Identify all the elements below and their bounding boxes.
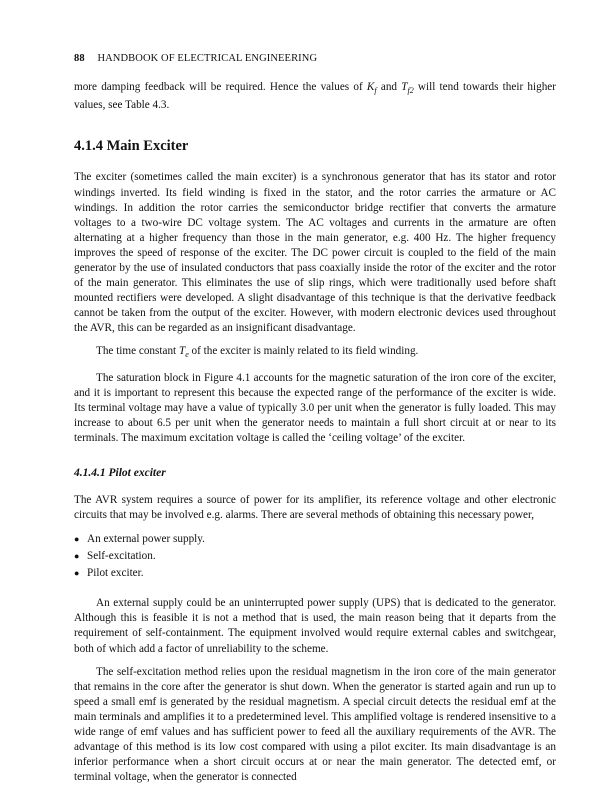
var-t-sub: f2 <box>407 86 414 96</box>
var-te: T <box>178 345 186 358</box>
intro-text-a: more damping feedback will be required. Hence the values of <box>74 81 367 93</box>
methods-list <box>74 531 556 581</box>
running-title: HANDBOOK OF ELECTRICAL ENGINEERING <box>97 53 318 64</box>
main-exciter-paragraph-3: The saturation block in Figure 4.1 accounts for the magnetic saturation of the iron core of the exciter, and it is important to represent this because the expected range of the performance of the exciter is wide. Its terminal voltage may have a value of typically 3.0 per unit when the generator is fully loaded. This may increase to about 6.5 per unit when the generator needs to maintain a full short circuit at or near to its terminals. The maximum excitation voltage is called the ‘ceiling voltage’ of the exciter. <box>74 371 556 445</box>
list-item <box>74 548 556 565</box>
para2-text-a: The time constant <box>96 345 179 358</box>
para2-text-b: of the exciter is mainly related to its field winding. <box>188 345 419 358</box>
main-exciter-paragraph-1: The exciter (sometimes called the main exciter) is a synchronous generator that has its stator and rotor windings inverted. Its field winding is fixed in the stator, and the rotor carries the armature or AC windings. In addition the rotor carries the semiconductor bridge rectifier that converts the armature voltages to a two-wire DC voltage system. The AC voltages and currents in the armature are often alternating at a higher frequency than those in the main generator, e.g. 400 Hz. The higher frequency improves the speed of response of the exciter. The DC power circuit is coupled to the field of the main generator by the use of insulated conductors that pass coaxially inside the rotor of the exciter and the rotor of the main generator. This eliminates the use of slip rings, which were traditionally used before shaft mounted rectifiers were developed. A slight disadvantage of this technique is that the derivative feedback cannot be taken from the output of the exciter. However, with modern electronic devices used throughout the AVR, this can be regarded as an insignificant disadvantage. <box>74 171 556 335</box>
bullet-icon: ● <box>74 551 80 562</box>
list-item-text: An external power supply. <box>87 533 205 546</box>
var-k: K <box>366 81 375 93</box>
list-item-text: Self-excitation. <box>87 550 156 563</box>
var-t: T <box>401 81 408 93</box>
var-k-sub: f <box>374 86 377 96</box>
list-item-text: Pilot exciter. <box>87 566 144 579</box>
list-item <box>74 531 556 548</box>
main-exciter-paragraph-2 <box>74 344 556 362</box>
pilot-exciter-paragraph-1: The AVR system requires a source of power for its amplifier, its reference voltage and other electronic circuits that may be involved e.g. alarms. There are several methods of obtaining this necessary power, <box>74 494 556 522</box>
intro-paragraph <box>74 80 556 113</box>
intro-text-b: and <box>376 81 402 93</box>
bullet-icon: ● <box>74 567 80 578</box>
page-number: 88 <box>74 53 85 64</box>
var-te-sub: e <box>185 350 189 360</box>
subsection-heading: 4.1.4.1 Pilot exciter <box>74 467 166 480</box>
bullet-icon: ● <box>74 534 80 545</box>
list-item <box>74 565 556 582</box>
pilot-exciter-paragraph-3: The self-excitation method relies upon the residual magnetism in the iron core of the main generator that remains in the core after the generator is shut down. When the generator is started again and run up to speed a small emf is generated by the residual magnetism. A special circuit detects the residual emf at the main terminals and amplifies it to a predetermined level. This amplified voltage is rendered insensitive to a wide range of emf values and has sufficient power to feed all the auxiliary requirements of the AVR. The advantage of this method is its low cost compared with using a pilot exciter. Its main disadvantage is an inferior performance when a short circuit occurs at or near the main generator. The detected emf, or terminal voltage, when the generator is connected <box>74 665 556 784</box>
section-heading: 4.1.4 Main Exciter <box>74 138 189 155</box>
running-header <box>74 52 556 66</box>
intro-text-c: will tend towards their higher values, see Table 4.3. <box>74 81 556 112</box>
pilot-exciter-paragraph-2: An external supply could be an uninterrupted power supply (UPS) that is dedicated to the generator. Although this is feasible it is not a method that is used, the main reason being that it departs from the requirement of self-containment. The equipment involved would require external cables and switchgear, both of which add a factor of unreliability to the scheme. <box>74 597 556 655</box>
